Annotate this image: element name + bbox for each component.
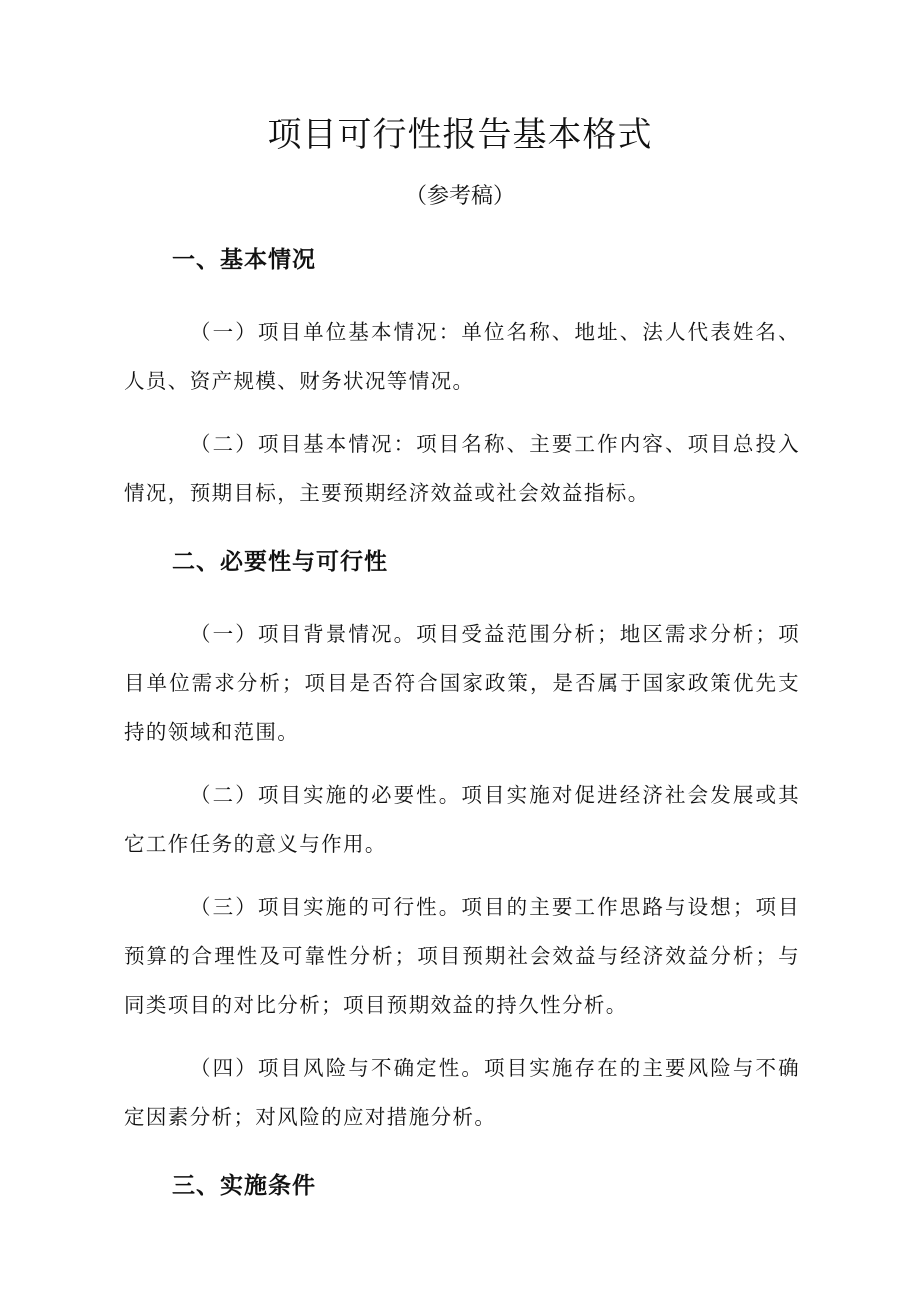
- paragraph: （一）项目背景情况。项目受益范围分析；地区需求分析；项目单位需求分析；项目是否符合国家政策，是否属于国家政策优先支持的领域和范围。: [124, 622, 800, 744]
- section-necessity-feasibility: [124, 542, 800, 1142]
- section-heading: 二、必要性与可行性: [172, 549, 388, 575]
- paragraph: （三）项目实施的可行性。项目的主要工作思路与设想；项目预算的合理性及可靠性分析；项目预期社会效益与经济效益分析；与同类项目的对比分析；项目预期效益的持久性分析。: [124, 895, 800, 1017]
- spacer: [124, 532, 800, 542]
- section-implementation-conditions: [124, 1166, 800, 1206]
- document-title: 项目可行性报告基本格式: [267, 115, 653, 155]
- document-subtitle: （参考稿）: [404, 184, 515, 209]
- spacer: [124, 1156, 800, 1166]
- section-heading: 一、基本情况: [172, 247, 316, 273]
- section-basic-info: [124, 240, 800, 518]
- document-body: [124, 240, 800, 1234]
- paragraph: （二）项目基本情况：项目名称、主要工作内容、项目总投入情况，预期目标，主要预期经济效益或社会效益指标。: [124, 432, 800, 505]
- paragraph: （二）项目实施的必要性。项目实施对促进经济社会发展或其它工作任务的意义与作用。: [124, 783, 800, 856]
- section-heading: 三、实施条件: [172, 1173, 316, 1199]
- paragraph: （一）项目单位基本情况：单位名称、地址、法人代表姓名、人员、资产规模、财务状况等情况。: [124, 320, 800, 393]
- paragraph: （四）项目风险与不确定性。项目实施存在的主要风险与不确定因素分析；对风险的应对措施分析。: [124, 1056, 800, 1129]
